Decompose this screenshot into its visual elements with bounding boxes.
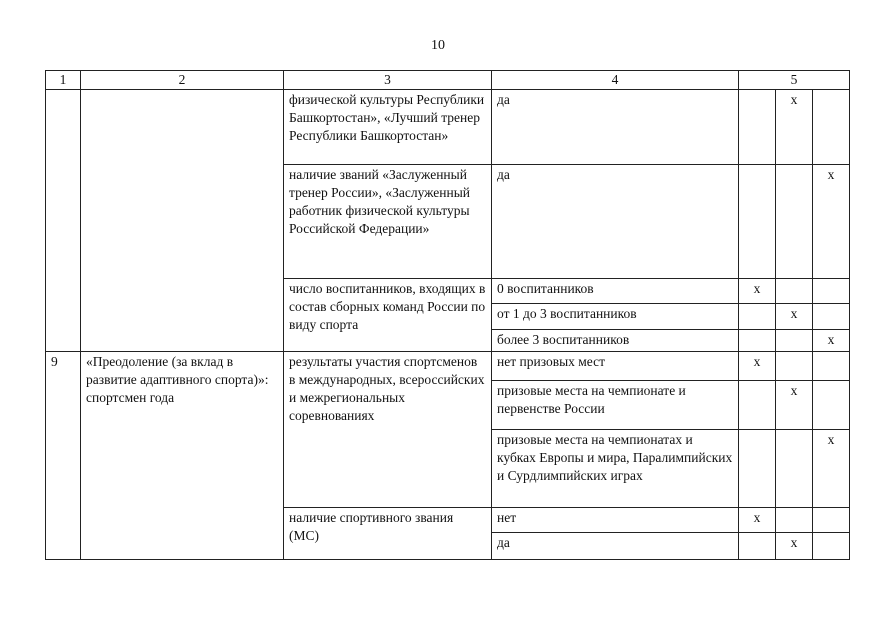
mark-cell: х <box>739 279 776 304</box>
value-cell: да <box>492 533 739 560</box>
mark-cell <box>739 430 776 508</box>
mark-cell: х <box>776 533 813 560</box>
mark-cell <box>813 381 850 430</box>
value-cell: 0 воспитанников <box>492 279 739 304</box>
value-cell: да <box>492 165 739 279</box>
mark-cell: х <box>813 430 850 508</box>
mark-cell <box>739 381 776 430</box>
mark-cell: х <box>739 352 776 381</box>
mark-cell: х <box>776 304 813 330</box>
mark-cell: х <box>776 90 813 165</box>
mark-cell <box>776 279 813 304</box>
mark-cell <box>739 90 776 165</box>
mark-cell <box>739 533 776 560</box>
criterion-cell: число воспитанников, входящих в состав сборных команд России по виду спорта <box>284 279 492 352</box>
header-col-1: 1 <box>46 71 81 90</box>
mark-cell <box>776 165 813 279</box>
value-cell: от 1 до 3 воспитанников <box>492 304 739 330</box>
mark-cell <box>813 508 850 533</box>
nomination-cell <box>81 90 284 352</box>
mark-cell <box>776 430 813 508</box>
mark-cell: х <box>813 330 850 352</box>
table-row <box>46 90 850 165</box>
value-cell: призовые места на чемпионатах и кубках Европы и мира, Паралимпийских и Сурдлимпийских играх <box>492 430 739 508</box>
header-col-5: 5 <box>739 71 850 90</box>
table-row <box>46 352 850 381</box>
value-cell: более 3 воспитанников <box>492 330 739 352</box>
value-cell: призовые места на чемпионате и первенстве России <box>492 381 739 430</box>
nomination-cell: «Преодоление (за вклад в развитие адаптивного спорта)»: спортсмен года <box>81 352 284 560</box>
mark-cell <box>813 533 850 560</box>
criterion-cell: наличие спортивного звания (МС) <box>284 508 492 560</box>
mark-cell <box>739 304 776 330</box>
number-cell <box>46 90 81 352</box>
mark-cell: х <box>739 508 776 533</box>
value-cell: нет призовых мест <box>492 352 739 381</box>
mark-cell <box>813 352 850 381</box>
mark-cell <box>739 165 776 279</box>
header-col-4: 4 <box>492 71 739 90</box>
criterion-cell: наличие званий «Заслуженный тренер России», «Заслуженный работник физической культуры Российской Федерации» <box>284 165 492 279</box>
criterion-cell: физической культуры Республики Башкортостан», «Лучший тренер Республики Башкортостан» <box>284 90 492 165</box>
mark-cell <box>813 279 850 304</box>
mark-cell <box>813 304 850 330</box>
number-cell: 9 <box>46 352 81 560</box>
header-row <box>46 71 850 90</box>
mark-cell: х <box>776 381 813 430</box>
header-col-2: 2 <box>81 71 284 90</box>
mark-cell <box>776 508 813 533</box>
mark-cell <box>776 330 813 352</box>
mark-cell: х <box>813 165 850 279</box>
criteria-table <box>45 70 850 560</box>
mark-cell <box>739 330 776 352</box>
mark-cell <box>813 90 850 165</box>
value-cell: нет <box>492 508 739 533</box>
mark-cell <box>776 352 813 381</box>
page-number: 10 <box>431 38 445 53</box>
value-cell: да <box>492 90 739 165</box>
criterion-cell: результаты участия спортсменов в международных, всероссийских и межрегиональных соревнованиях <box>284 352 492 508</box>
header-col-3: 3 <box>284 71 492 90</box>
